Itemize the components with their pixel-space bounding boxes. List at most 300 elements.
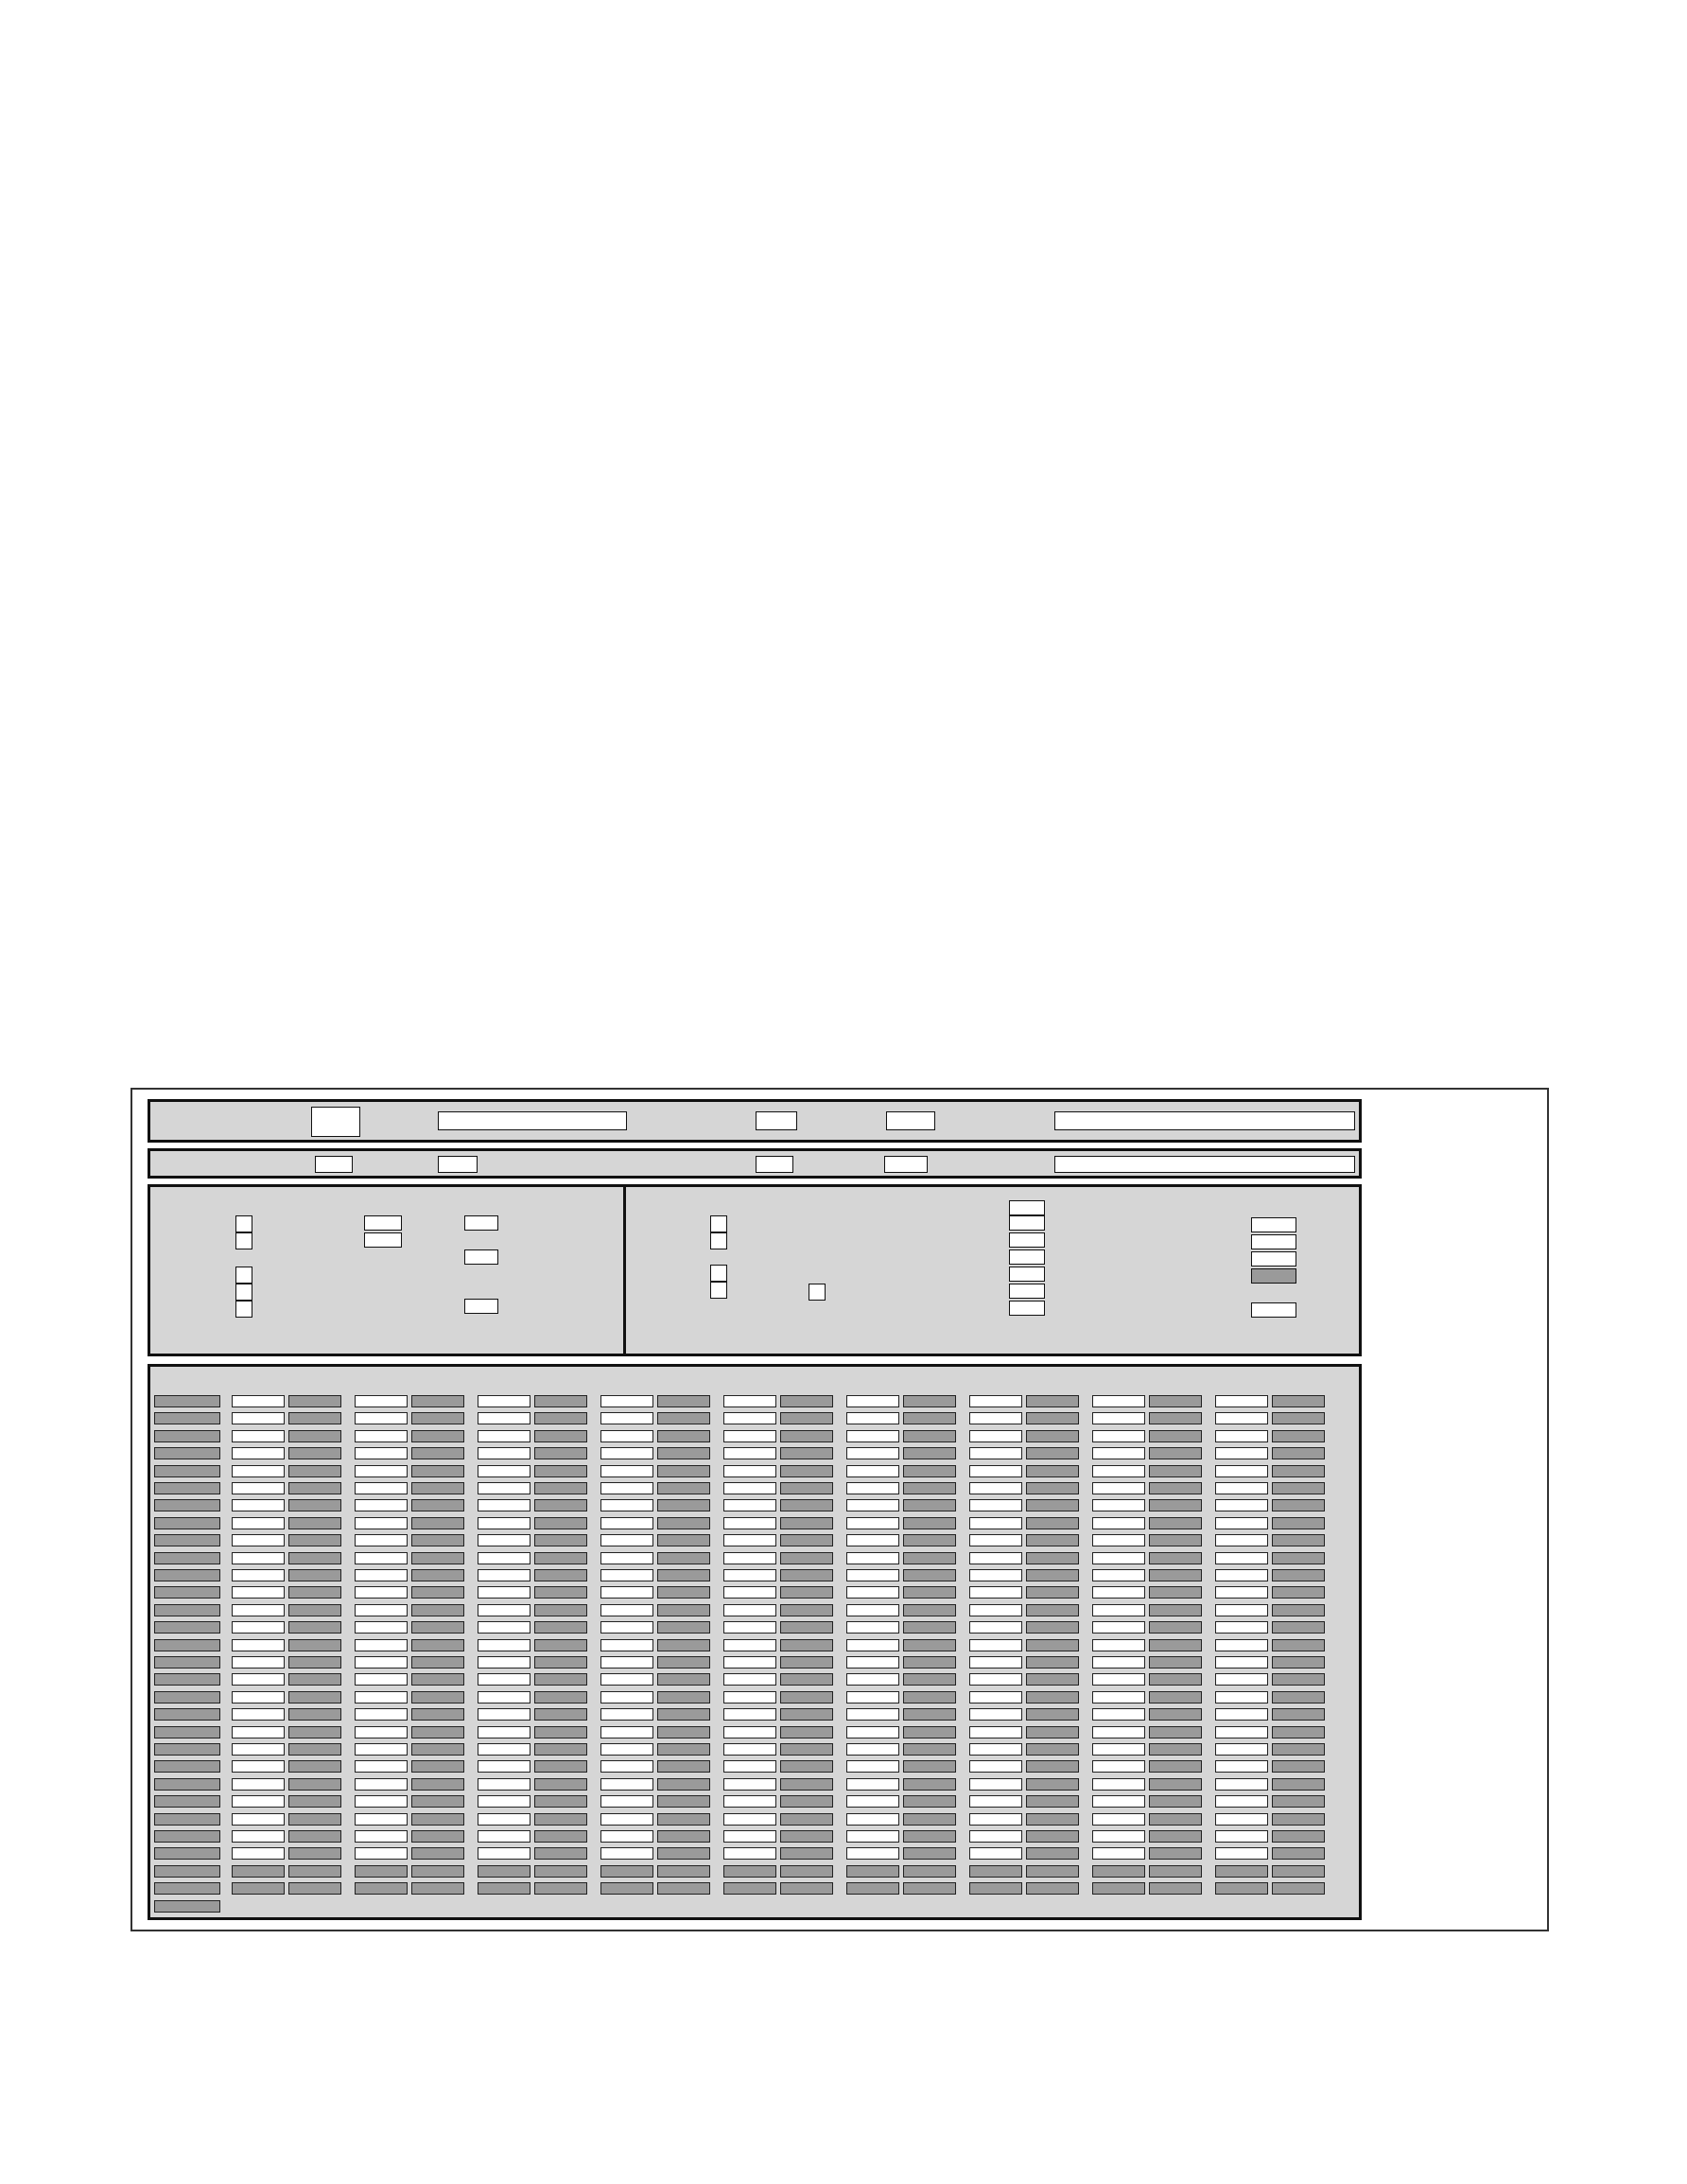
mass-cell xyxy=(723,1656,776,1669)
percent-cell xyxy=(1026,1882,1079,1895)
mass-cell xyxy=(355,1830,408,1843)
percent-cell xyxy=(903,1586,956,1599)
mass-cell xyxy=(355,1673,408,1686)
mass-cell xyxy=(969,1569,1022,1581)
size-cell xyxy=(154,1395,220,1407)
percent-cell xyxy=(903,1430,956,1442)
percent-cell xyxy=(534,1395,587,1407)
fraction-checkbox xyxy=(235,1301,252,1318)
percent-cell xyxy=(657,1847,710,1860)
mass-cell xyxy=(723,1499,776,1511)
mass-cell xyxy=(969,1656,1022,1669)
mass-cell xyxy=(355,1865,408,1878)
mass-cell xyxy=(232,1621,285,1634)
percent-cell xyxy=(1149,1604,1202,1616)
percent-cell xyxy=(903,1465,956,1477)
percent-cell xyxy=(657,1743,710,1756)
mass-cell xyxy=(478,1395,530,1407)
bulk-density-value xyxy=(464,1299,498,1314)
percent-cell xyxy=(411,1795,464,1808)
percent-cell xyxy=(411,1499,464,1511)
percent-cell xyxy=(1026,1673,1079,1686)
mass-cell xyxy=(232,1517,285,1529)
mass-cell xyxy=(1092,1743,1145,1756)
percent-cell xyxy=(288,1517,341,1529)
inclination-value xyxy=(1009,1267,1045,1282)
percent-cell xyxy=(1026,1621,1079,1634)
mass-cell xyxy=(723,1882,776,1895)
percent-cell xyxy=(780,1830,833,1843)
mass-cell xyxy=(969,1499,1022,1511)
percent-cell xyxy=(1272,1760,1325,1773)
mass-cell xyxy=(478,1708,530,1721)
mass-cell xyxy=(969,1586,1022,1599)
percent-cell xyxy=(1149,1708,1202,1721)
percent-cell xyxy=(657,1499,710,1511)
mass-cell xyxy=(1092,1691,1145,1704)
mass-cell xyxy=(355,1604,408,1616)
percent-cell xyxy=(411,1412,464,1424)
size-cell xyxy=(154,1465,220,1477)
mass-cell xyxy=(969,1465,1022,1477)
mass-cell xyxy=(723,1534,776,1546)
oil-temperature-value xyxy=(1009,1301,1045,1316)
mass-cell xyxy=(232,1569,285,1581)
mass-cell xyxy=(232,1604,285,1616)
percent-cell xyxy=(534,1760,587,1773)
percent-cell xyxy=(1272,1813,1325,1826)
mass-cell xyxy=(846,1430,899,1442)
percent-cell xyxy=(903,1604,956,1616)
mass-cell xyxy=(600,1586,653,1599)
mass-cell xyxy=(232,1552,285,1564)
mass-cell xyxy=(723,1726,776,1738)
mass-cell xyxy=(478,1865,530,1878)
percent-cell xyxy=(903,1569,956,1581)
percent-cell xyxy=(288,1760,341,1773)
mass-cell xyxy=(600,1743,653,1756)
mass-cell xyxy=(232,1412,285,1424)
mass-cell xyxy=(1215,1604,1268,1616)
percent-cell xyxy=(1026,1586,1079,1599)
lab-date-value xyxy=(884,1156,928,1173)
percent-cell xyxy=(411,1726,464,1738)
mass-cell xyxy=(723,1795,776,1808)
percent-cell xyxy=(1272,1708,1325,1721)
percent-cell xyxy=(411,1778,464,1791)
percent-cell xyxy=(657,1465,710,1477)
mass-cell xyxy=(478,1639,530,1651)
mass-cell xyxy=(1215,1830,1268,1843)
percent-cell xyxy=(1026,1760,1079,1773)
size-cell xyxy=(154,1499,220,1511)
percent-cell xyxy=(411,1482,464,1494)
percent-cell xyxy=(411,1830,464,1843)
mass-cell xyxy=(1215,1569,1268,1581)
percent-cell xyxy=(534,1586,587,1599)
info-section xyxy=(148,1184,1362,1356)
percent-cell xyxy=(903,1708,956,1721)
stroke-value xyxy=(1009,1215,1045,1231)
percent-cell xyxy=(411,1552,464,1564)
mass-cell xyxy=(846,1412,899,1424)
percent-cell xyxy=(780,1395,833,1407)
mass-cell xyxy=(1215,1813,1268,1826)
m1-percent xyxy=(464,1215,498,1231)
mass-cell xyxy=(846,1673,899,1686)
mass-cell xyxy=(478,1726,530,1738)
percent-cell xyxy=(903,1499,956,1511)
percent-cell xyxy=(657,1882,710,1895)
percent-cell xyxy=(1272,1517,1325,1529)
percent-cell xyxy=(903,1743,956,1756)
mass-cell xyxy=(1215,1778,1268,1791)
mass-cell xyxy=(969,1760,1022,1773)
mass-cell xyxy=(846,1552,899,1564)
percent-cell xyxy=(1026,1813,1079,1826)
percent-cell xyxy=(780,1639,833,1651)
mass-cell xyxy=(600,1673,653,1686)
mass-cell xyxy=(969,1743,1022,1756)
percent-cell xyxy=(1149,1395,1202,1407)
gravel-checkbox xyxy=(235,1215,252,1232)
size-cell xyxy=(154,1882,220,1895)
mass-cell xyxy=(600,1865,653,1878)
mass-cell xyxy=(1092,1882,1145,1895)
percent-cell xyxy=(1149,1882,1202,1895)
mass-cell xyxy=(1092,1656,1145,1669)
size-cell xyxy=(154,1621,220,1634)
percent-cell xyxy=(1026,1743,1079,1756)
date-value xyxy=(438,1156,478,1173)
m2-value xyxy=(364,1232,402,1248)
mass-cell xyxy=(478,1847,530,1860)
mass-cell xyxy=(1215,1865,1268,1878)
mass-cell xyxy=(723,1673,776,1686)
percent-cell xyxy=(780,1691,833,1704)
percent-cell xyxy=(1026,1482,1079,1494)
percent-cell xyxy=(657,1621,710,1634)
mass-cell xyxy=(1092,1865,1145,1878)
mass-cell xyxy=(355,1691,408,1704)
mass-cell xyxy=(846,1726,899,1738)
percent-cell xyxy=(288,1656,341,1669)
percent-cell xyxy=(780,1726,833,1738)
mass-cell xyxy=(1215,1552,1268,1564)
percent-cell xyxy=(1149,1639,1202,1651)
rubber-checkbox xyxy=(710,1232,727,1249)
mass-cell xyxy=(1092,1517,1145,1529)
weather-value xyxy=(438,1111,627,1130)
mass-cell xyxy=(1215,1534,1268,1546)
percent-cell xyxy=(1026,1656,1079,1669)
mass-cell xyxy=(355,1743,408,1756)
mass-cell xyxy=(846,1569,899,1581)
percent-cell xyxy=(411,1395,464,1407)
mass-cell xyxy=(355,1499,408,1511)
percent-cell xyxy=(903,1865,956,1878)
mass-cell xyxy=(723,1847,776,1860)
mass-cell xyxy=(1092,1430,1145,1442)
percent-cell xyxy=(903,1534,956,1546)
percent-cell xyxy=(780,1778,833,1791)
percent-cell xyxy=(1272,1499,1325,1511)
size-cell xyxy=(154,1726,220,1738)
mass-cell xyxy=(600,1482,653,1494)
percent-cell xyxy=(1272,1534,1325,1546)
mass-cell xyxy=(846,1586,899,1599)
mass-cell xyxy=(846,1621,899,1634)
percent-cell xyxy=(534,1743,587,1756)
mass-cell xyxy=(232,1430,285,1442)
percent-cell xyxy=(657,1708,710,1721)
percent-cell xyxy=(1272,1795,1325,1808)
mass-cell xyxy=(846,1395,899,1407)
percent-cell xyxy=(1026,1412,1079,1424)
mass-cell xyxy=(232,1447,285,1459)
percent-cell xyxy=(780,1465,833,1477)
belt-scale-value xyxy=(1251,1302,1296,1318)
mass-cell xyxy=(969,1447,1022,1459)
percent-cell xyxy=(1272,1691,1325,1704)
percent-cell xyxy=(411,1882,464,1895)
mass-cell xyxy=(846,1743,899,1756)
mass-cell xyxy=(723,1465,776,1477)
percent-cell xyxy=(288,1534,341,1546)
mass-cell xyxy=(600,1552,653,1564)
percent-cell xyxy=(288,1847,341,1860)
percent-cell xyxy=(534,1517,587,1529)
percent-cell xyxy=(1026,1830,1079,1843)
mass-cell xyxy=(478,1517,530,1529)
mass-cell xyxy=(846,1656,899,1669)
mass-cell xyxy=(846,1447,899,1459)
percent-cell xyxy=(534,1412,587,1424)
size-cell xyxy=(154,1639,220,1651)
percent-cell xyxy=(657,1639,710,1651)
percent-cell xyxy=(534,1691,587,1704)
power-value xyxy=(1009,1284,1045,1299)
mass-cell xyxy=(478,1586,530,1599)
percent-cell xyxy=(657,1430,710,1442)
percent-cell xyxy=(657,1447,710,1459)
mass-cell xyxy=(1092,1639,1145,1651)
mass-cell xyxy=(969,1430,1022,1442)
mass-cell xyxy=(478,1447,530,1459)
size-cell xyxy=(154,1830,220,1843)
mass-cell xyxy=(846,1499,899,1511)
percent-cell xyxy=(1026,1604,1079,1616)
mass-cell xyxy=(723,1586,776,1599)
percent-cell xyxy=(780,1743,833,1756)
mass-cell xyxy=(232,1865,285,1878)
mass-cell xyxy=(355,1656,408,1669)
percent-cell xyxy=(1272,1586,1325,1599)
percent-cell xyxy=(780,1865,833,1878)
mass-cell xyxy=(846,1882,899,1895)
mass-cell xyxy=(969,1517,1022,1529)
size-cell xyxy=(154,1778,220,1791)
mass-cell xyxy=(355,1482,408,1494)
percent-cell xyxy=(780,1517,833,1529)
percent-cell xyxy=(288,1708,341,1721)
percent-cell xyxy=(288,1482,341,1494)
size-cell xyxy=(154,1900,220,1913)
percent-cell xyxy=(411,1760,464,1773)
mass-cell xyxy=(478,1760,530,1773)
mass-cell xyxy=(969,1830,1022,1843)
percent-cell xyxy=(1026,1465,1079,1477)
steel-wire-checkbox xyxy=(710,1265,727,1282)
size-cell xyxy=(154,1552,220,1564)
mass-cell xyxy=(232,1465,285,1477)
percent-cell xyxy=(903,1395,956,1407)
test-no-value xyxy=(311,1107,360,1137)
percent-cell xyxy=(1272,1882,1325,1895)
mass-cell xyxy=(969,1778,1022,1791)
percent-cell xyxy=(657,1778,710,1791)
mass-cell xyxy=(600,1412,653,1424)
percent-cell xyxy=(1149,1569,1202,1581)
mass-cell xyxy=(232,1760,285,1773)
percent-cell xyxy=(288,1586,341,1599)
percent-cell xyxy=(1149,1656,1202,1669)
percent-cell xyxy=(1149,1743,1202,1756)
percent-cell xyxy=(657,1395,710,1407)
percent-cell xyxy=(411,1534,464,1546)
percent-cell xyxy=(534,1726,587,1738)
mass-cell xyxy=(232,1395,285,1407)
percent-cell xyxy=(780,1813,833,1826)
percent-cell xyxy=(780,1621,833,1634)
percent-cell xyxy=(534,1482,587,1494)
steel-wire-checkbox xyxy=(710,1215,727,1232)
percent-cell xyxy=(1149,1778,1202,1791)
mass-cell xyxy=(600,1882,653,1895)
percent-cell xyxy=(1149,1691,1202,1704)
mass-cell xyxy=(1215,1621,1268,1634)
percent-cell xyxy=(780,1760,833,1773)
percent-cell xyxy=(657,1865,710,1878)
size-cell xyxy=(154,1534,220,1546)
acceleration-value xyxy=(1009,1232,1045,1248)
percent-cell xyxy=(1149,1517,1202,1529)
mass-cell xyxy=(723,1482,776,1494)
mass-cell xyxy=(355,1465,408,1477)
aggregate-checkbox xyxy=(235,1232,252,1249)
mass-cell xyxy=(969,1395,1022,1407)
mass-cell xyxy=(355,1847,408,1860)
mass-cell xyxy=(478,1482,530,1494)
percent-cell xyxy=(657,1813,710,1826)
mass-cell xyxy=(1215,1412,1268,1424)
mass-cell xyxy=(478,1412,530,1424)
mass-cell xyxy=(723,1447,776,1459)
percent-cell xyxy=(1272,1569,1325,1581)
mass-cell xyxy=(355,1882,408,1895)
percent-cell xyxy=(1149,1673,1202,1686)
mass-cell xyxy=(846,1465,899,1477)
mass-cell xyxy=(355,1569,408,1581)
percent-cell xyxy=(657,1482,710,1494)
percent-cell xyxy=(903,1552,956,1564)
percent-cell xyxy=(903,1760,956,1773)
percent-cell xyxy=(1149,1482,1202,1494)
mass-cell xyxy=(1215,1586,1268,1599)
mass-cell xyxy=(232,1778,285,1791)
percent-cell xyxy=(657,1760,710,1773)
mass-cell xyxy=(232,1639,285,1651)
percent-cell xyxy=(657,1569,710,1581)
percent-cell xyxy=(288,1639,341,1651)
percent-cell xyxy=(657,1726,710,1738)
mass-cell xyxy=(232,1499,285,1511)
percent-cell xyxy=(288,1552,341,1564)
size-cell xyxy=(154,1760,220,1773)
mass-cell xyxy=(232,1534,285,1546)
mass-cell xyxy=(723,1760,776,1773)
mass-cell xyxy=(1092,1499,1145,1511)
percent-cell xyxy=(1026,1795,1079,1808)
percent-cell xyxy=(780,1847,833,1860)
mass-cell xyxy=(600,1656,653,1669)
mass-cell xyxy=(232,1847,285,1860)
percent-cell xyxy=(534,1552,587,1564)
percent-cell xyxy=(288,1673,341,1686)
percent-cell xyxy=(288,1465,341,1477)
mass-cell xyxy=(723,1621,776,1634)
percent-cell xyxy=(534,1621,587,1634)
total-percent xyxy=(464,1249,498,1265)
mass-cell xyxy=(600,1795,653,1808)
percent-cell xyxy=(1026,1726,1079,1738)
mass-cell xyxy=(478,1656,530,1669)
percent-cell xyxy=(411,1465,464,1477)
percent-cell xyxy=(1149,1760,1202,1773)
percent-cell xyxy=(1149,1726,1202,1738)
mass-cell xyxy=(355,1708,408,1721)
size-cell xyxy=(154,1813,220,1826)
percent-cell xyxy=(1149,1552,1202,1564)
mass-cell xyxy=(232,1656,285,1669)
mass-cell xyxy=(355,1517,408,1529)
mass-cell xyxy=(478,1778,530,1791)
percent-cell xyxy=(1272,1639,1325,1651)
percent-cell xyxy=(1026,1865,1079,1878)
mass-cell xyxy=(1215,1673,1268,1686)
mass-cell xyxy=(600,1621,653,1634)
mass-cell xyxy=(723,1517,776,1529)
percent-cell xyxy=(657,1656,710,1669)
percent-cell xyxy=(534,1534,587,1546)
mass-cell xyxy=(600,1691,653,1704)
mass-cell xyxy=(846,1813,899,1826)
mass-cell xyxy=(1215,1430,1268,1442)
percent-cell xyxy=(534,1882,587,1895)
mesh-checkbox xyxy=(809,1284,826,1301)
mass-cell xyxy=(478,1569,530,1581)
fraction-checkbox xyxy=(235,1267,252,1284)
mass-cell xyxy=(1092,1395,1145,1407)
percent-cell xyxy=(411,1847,464,1860)
mass-cell xyxy=(969,1639,1022,1651)
mass-cell xyxy=(1092,1813,1145,1826)
percent-cell xyxy=(534,1656,587,1669)
mass-cell xyxy=(478,1882,530,1895)
humidity-value xyxy=(886,1111,935,1130)
mass-cell xyxy=(969,1726,1022,1738)
percent-cell xyxy=(411,1673,464,1686)
